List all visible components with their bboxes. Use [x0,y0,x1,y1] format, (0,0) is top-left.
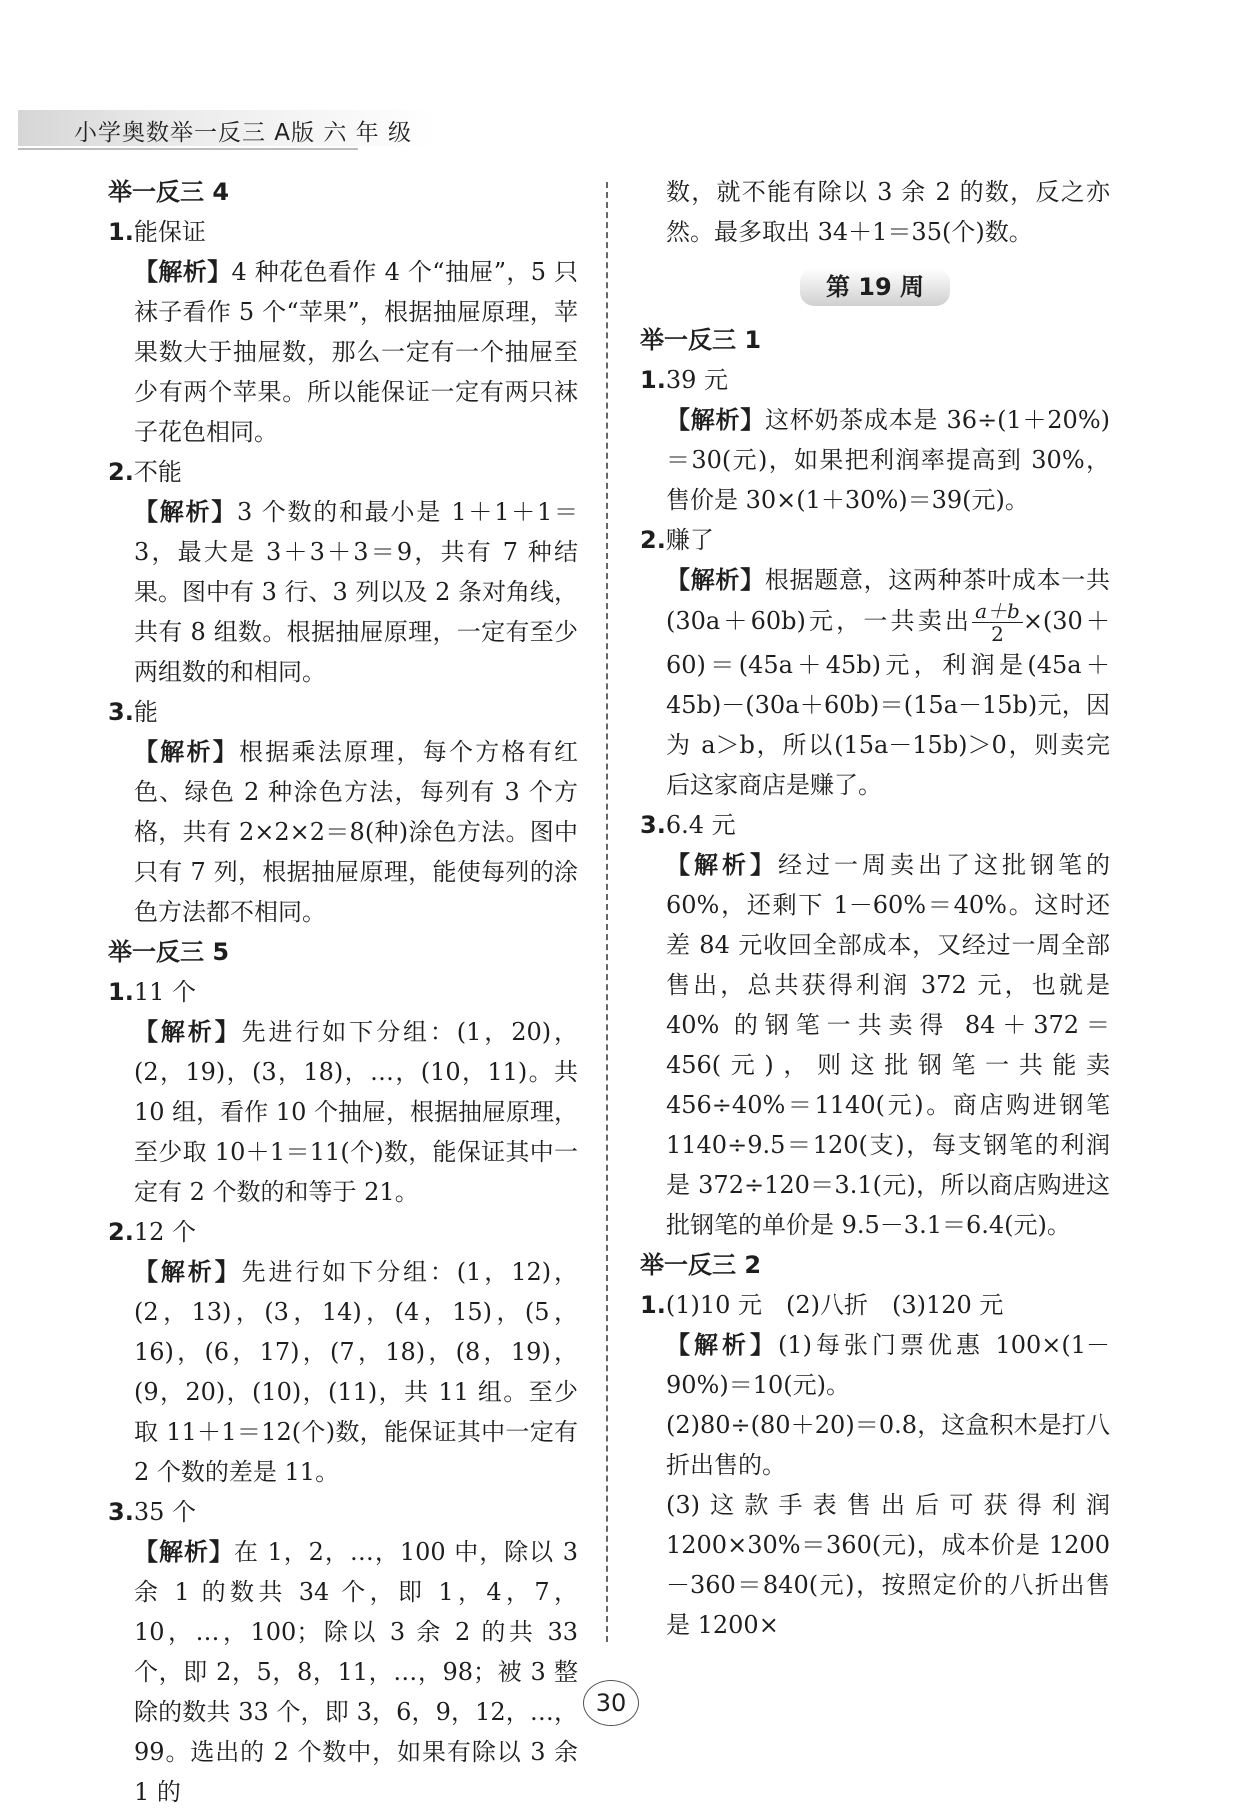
explanation [640,1325,1110,1405]
answer-item [640,360,1110,400]
page-number: 30 [583,1680,639,1726]
explanation-text: 在 1，2，…，100 中，除以 3 余 1 的数共 34 个，即 1，4，7，10，…，100；除以 3 余 2 的共 33 个，即 2，5，8，11，…，98；被 3 整除的数共 33 个，即 3，6，9，12，…，99。选出的 2 个数中，如果有除以 3 余 1 的 [134,1538,578,1806]
question-number: 3. [108,698,134,726]
explanation-text: 先进行如下分组：(1，12)，(2，13)，(3，14)，(4，15)，(5，16)，(6，17)，(7，18)，(8，19)，(9，20)，(10)，(11)，共 11 组。至少取 11＋1＝12(个)数，能保证其中一定有 2 个数的差是 11。 [134,1258,578,1486]
explanation-text: (1)每张门票优惠 100×(1－90%)＝10(元)。 [666,1331,1110,1399]
explanation [640,560,1110,805]
answer-text: 能 [133,698,158,726]
fraction-numerator: a＋b [972,600,1023,623]
explanation [108,1252,578,1492]
explanation [108,1532,578,1812]
question-number: 3. [108,1498,134,1526]
left-column [108,172,578,1812]
answer-text: 不能 [133,458,182,486]
header-rule [18,148,358,150]
explanation-text: 根据题意，这两种茶叶成本一共(30a＋60b)元，一共卖出 [666,566,1111,635]
fraction-denominator: 2 [991,622,1004,646]
answer-item [108,692,578,732]
explanation-text: 根据乘法原理，每个方格有红色、绿色 2 种涂色方法，每列有 3 个方格，共有 2×2×2＝8(种)涂色方法。图中只有 7 列，根据抽屉原理，能使每列的涂色方法都不相同。 [134,738,578,926]
answer-item [640,1285,1110,1325]
answer-item [640,805,1110,845]
explanation-tag: 【解析】 [134,1258,242,1286]
explanation-text: 4 种花色看作 4 个“抽屉”，5 只袜子看作 5 个“苹果”，根据抽屉原理，苹果数大于抽屉数，那么一定有一个抽屉至少有两个苹果。所以能保证一定有两只袜子花色相同。 [134,258,578,446]
section-title: 举一反三 1 [640,326,762,354]
explanation-text: 3 个数的和最小是 1＋1＋1＝3，最大是 3＋3＋3＝9，共有 7 种结果。图中有 3 行、3 列以及 2 条对角线，共有 8 组数。根据抽屉原理，一定有至少两组数的和相同。 [134,498,579,686]
answer-item [640,520,1110,560]
explanation-tag: 【解析】 [666,406,765,434]
header-title: 小学奥数举一反三 A版 六 年 级 [74,120,412,146]
explanation [640,845,1110,1245]
answer-item [108,1492,578,1532]
explanation-tag: 【解析】 [134,498,238,526]
question-number: 2. [108,1218,134,1246]
section-title: 举一反三 4 [108,178,230,206]
answer-text: 39 元 [665,366,728,394]
explanation [108,732,578,932]
answer-text: 11 个 [133,978,196,1006]
answer-item [108,972,578,1012]
question-number: 1. [108,978,134,1006]
section-title: 举一反三 5 [108,938,230,966]
explanation [640,400,1110,520]
answer-text: 赚了 [665,526,714,554]
explanation-text: 先进行如下分组：(1，20)，(2，19)，(3，18)，…，(10，11)。共 10 组，看作 10 个抽屉，根据抽屉原理，至少取 10＋1＝11(个)数，能保证其中一定有 2 个数的和等于 21。 [134,1018,578,1206]
explanation-tag: 【解析】 [134,1538,234,1566]
explanation-tag: 【解析】 [666,566,765,594]
explanation-text: 这杯奶茶成本是 36÷(1＋20%)＝30(元)，如果把利润率提高到 30%，售价是 30×(1＋30%)＝39(元)。 [666,406,1110,514]
explanation-tag: 【解析】 [134,258,232,286]
explanation-text: ×(30＋60)＝(45a＋45b)元，利润是(45a＋45b)－(30a＋60b)＝(15a－15b)元，因为 a＞b，所以(15a－15b)＞0，则卖完后这家商店是赚了。 [666,607,1111,799]
question-number: 2. [108,458,134,486]
answer-item [108,452,578,492]
question-number: 1. [108,218,134,246]
page-header [18,106,438,150]
explanation-continued: 数，就不能有除以 3 余 2 的数，反之亦然。最多取出 34＋1＝35(个)数。 [666,178,1110,246]
answer-text: 12 个 [133,1218,196,1246]
answer-text: (1)10 元 (2)八折 (3)120 元 [665,1291,1004,1319]
question-number: 2. [640,526,666,554]
section-title: 举一反三 2 [640,1251,762,1279]
explanation-text: 经过一周卖出了这批钢笔的 60%，还剩下 1－60%＝40%。这时还差 84 元收回全部成本，又经过一周全部售出，总共获得利润 372 元，也就是 40% 的钢笔一共卖得 84＋372＝456(元)，则这批钢笔一共能卖 456÷40%＝1140(元)。商店购进钢笔 1140÷9.5＝120(支)，每支钢笔的利润是 372÷120＝3.1(元)，所以商店购进这批钢笔的单价是 9.5－3.1＝6.4(元)。 [666,851,1110,1239]
explanation-line: (3)这款手表售出后可获得利润 1200×30%＝360(元)，成本价是 1200－360＝840(元)，按照定价的八折出售是 1200× [666,1491,1110,1639]
question-number: 1. [640,366,666,394]
explanation-tag: 【解析】 [134,1018,242,1046]
explanation [108,252,578,452]
answer-text: 6.4 元 [665,811,736,839]
explanation-tag: 【解析】 [666,1331,778,1359]
week-banner: 第 19 周 [800,268,950,306]
explanation [108,492,578,692]
explanation [108,1012,578,1212]
explanation-tag: 【解析】 [134,738,239,766]
question-number: 1. [640,1291,666,1319]
explanation-line: (2)80÷(80＋20)＝0.8，这盒积木是打八折出售的。 [666,1411,1110,1479]
right-column [640,172,1110,1645]
answer-item [108,1212,578,1252]
answer-text: 35 个 [133,1498,196,1526]
column-divider [606,182,608,1642]
explanation-tag: 【解析】 [666,851,778,879]
question-number: 3. [640,811,666,839]
fraction [972,600,1023,645]
answer-text: 能保证 [133,218,206,246]
answer-item [108,212,578,252]
